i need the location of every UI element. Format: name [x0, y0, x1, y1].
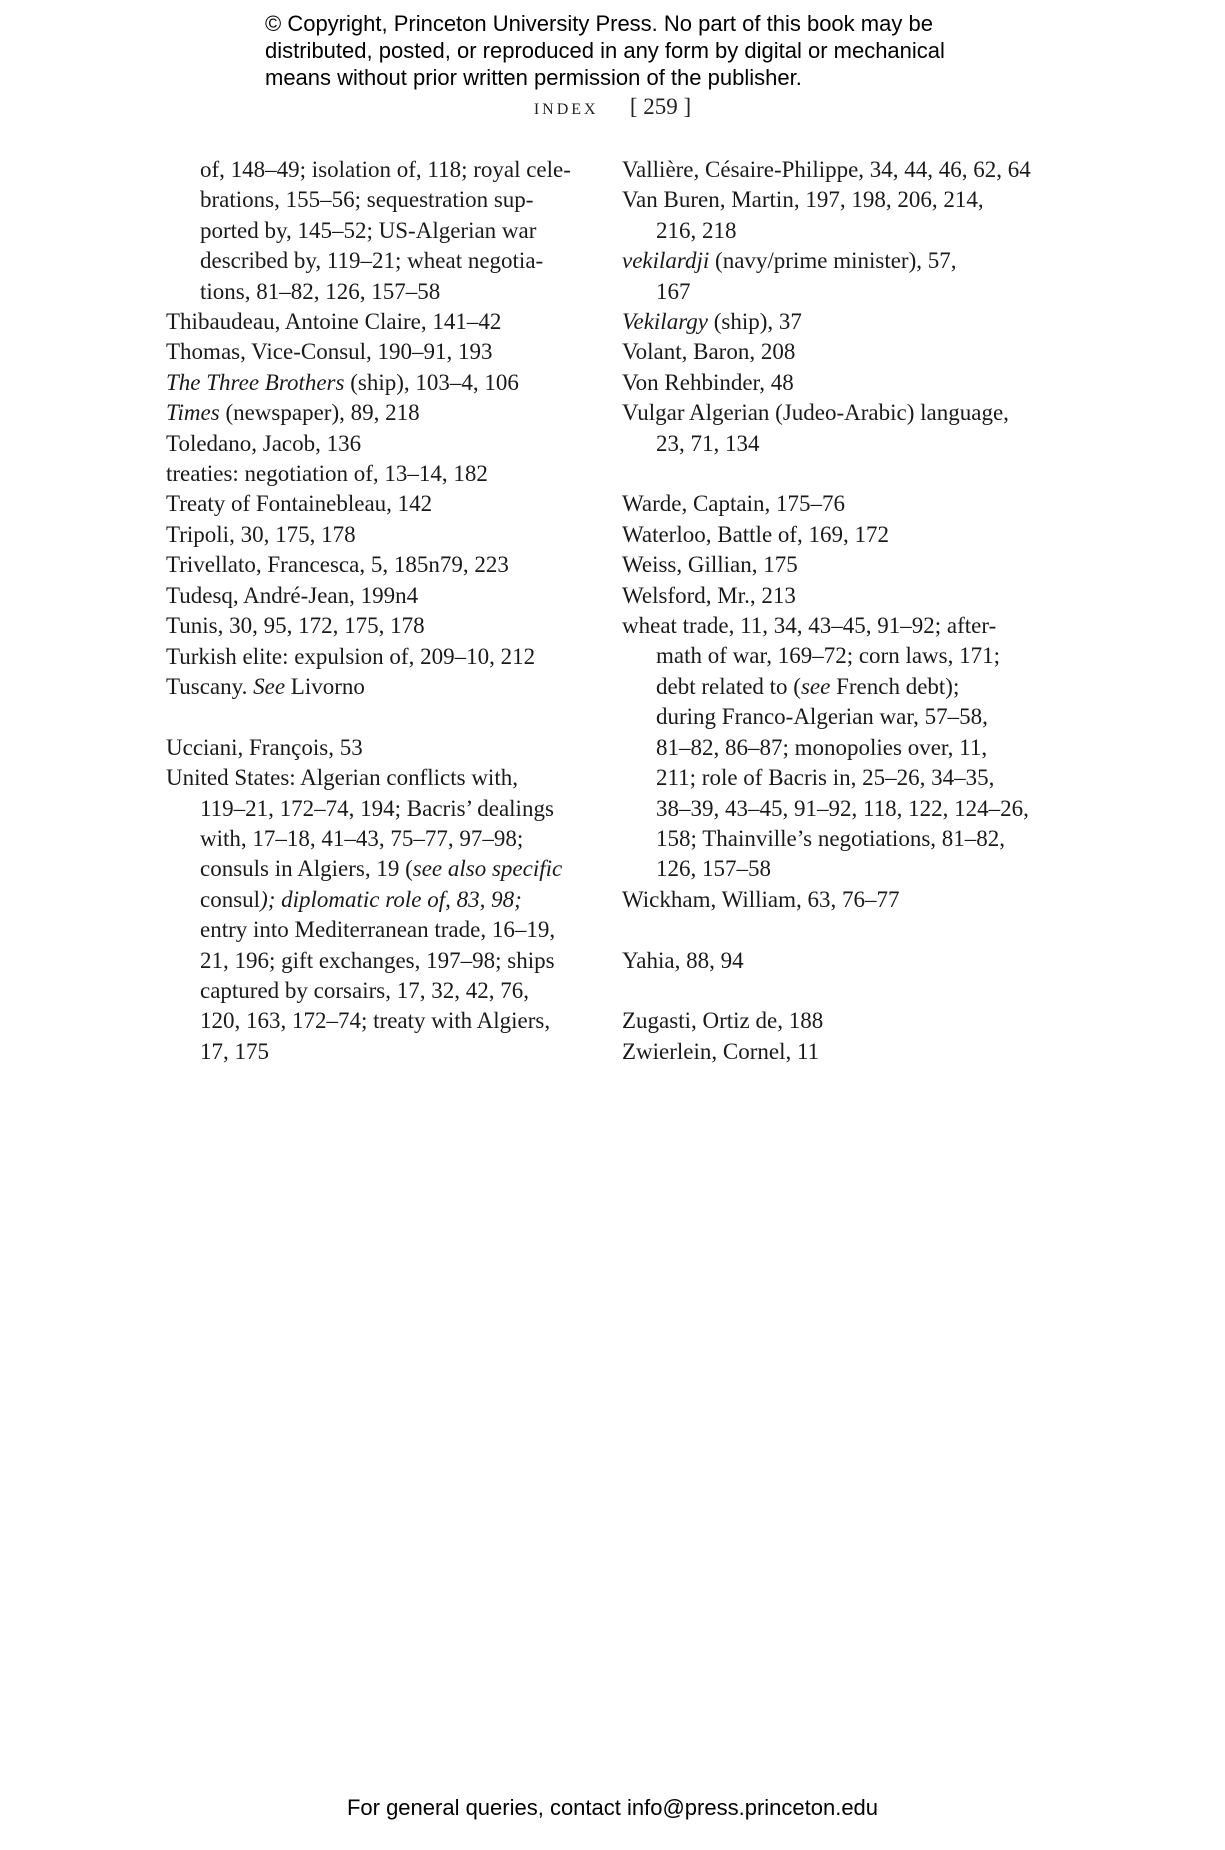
index-entry: Weiss, Gillian, 175 [622, 552, 798, 578]
index-entry-continued: of, 148–49; isolation of, 118; royal cele- brations, 155–56; sequestration sup- ported by, 145–52; US-Algerian war described by, 119–21; wheat negotia- tions, 81–82, 126, 157–58 [200, 157, 571, 304]
letter-gap [622, 915, 1042, 945]
letter-gap [622, 976, 1042, 1006]
index-entry: Zwierlein, Cornel, 11 [622, 1038, 820, 1064]
page-number: [ 259 ] [629, 94, 692, 119]
index-entry: Vallière, Césaire-Philippe, 34, 44, 46, 62, 64 [622, 157, 1031, 182]
index-entry: vekilardji (navy/prime minister), 57, 167 [622, 248, 957, 304]
index-entry: Treaty of Fontainebleau, 142 [166, 491, 433, 517]
index-entry: The Three Brothers (ship), 103–4, 106 [166, 369, 519, 395]
index-entry: Thomas, Vice-Consul, 190–91, 193 [166, 339, 493, 365]
index-entry: Thibaudeau, Antoine Claire, 141–42 [166, 309, 502, 335]
index-entry: Tudesq, André-Jean, 199n4 [166, 582, 419, 608]
footer-contact: For general queries, contact info@press.princeton.edu [346, 1795, 879, 1820]
running-head-label: index [533, 94, 599, 119]
index-entry: Vulgar Algerian (Judeo-Arabic) language, 23, 71, 134 [622, 400, 1009, 456]
running-head [0, 94, 1225, 120]
index-entry: Vekilargy (ship), 37 [622, 309, 802, 335]
copyright-notice [265, 10, 1025, 91]
copyright-line-1: © Copyright, Princeton University Press. No part of this book may be [265, 11, 933, 36]
index-entry: Turkish elite: expulsion of, 209–10, 212 [166, 643, 536, 669]
index-entry: Toledano, Jacob, 136 [166, 430, 362, 456]
index-entry: wheat trade, 11, 34, 43–45, 91–92; after- math of war, 169–72; corn laws, 171; debt related to (see French debt); during Franco-Algerian war, 57–58, 81–82, 86–87; monopolies over, 11, 211; role of Bacris in, 25–26, 34–35, 38–39, 43–45, 91–92, 118, 122, 124–26, 158; Thainville’s negotiations, 81–82, 126, 157–58 [622, 613, 1029, 882]
index-entry: Times (newspaper), 89, 218 [166, 400, 420, 426]
index-entry: Welsford, Mr., 213 [622, 582, 796, 608]
letter-gap [166, 702, 586, 732]
copyright-line-3: means without prior written permission of the publisher. [265, 65, 802, 90]
index-entry: Warde, Captain, 175–76 [622, 491, 845, 517]
index-entry: United States: Algerian conflicts with, 119–21, 172–74, 194; Bacris’ dealings with, 17–18, 41–43, 75–77, 97–98; consuls in Algiers, 19 (see also specific consul); diplomatic role of, 83, 98; entry into Mediterranean trade, 16–19, 21, 196; gift exchanges, 197–98; ships captured by corsairs, 17, 32, 42, 76, 120, 163, 172–74; treaty with Algiers, 17, 175 [166, 765, 563, 1064]
index-entry: Van Buren, Martin, 197, 198, 206, 214, 216, 218 [622, 187, 984, 243]
copyright-line-2: distributed, posted, or reproduced in any form by digital or mechanical [265, 38, 945, 63]
index-entry: Tunis, 30, 95, 172, 175, 178 [166, 613, 425, 639]
index-entry: Waterloo, Battle of, 169, 172 [622, 521, 890, 547]
index-entry: Trivellato, Francesca, 5, 185n79, 223 [166, 552, 509, 578]
index-entry: treaties: negotiation of, 13–14, 182 [166, 461, 488, 487]
index-entry: Tuscany. See Livorno [166, 673, 365, 699]
index-column-left [166, 155, 586, 1067]
index-entry: Wickham, William, 63, 76–77 [622, 886, 900, 912]
index-column-right [622, 155, 1042, 1067]
index-entry: Yahia, 88, 94 [622, 947, 744, 973]
letter-gap [622, 459, 1042, 489]
index-entry: Tripoli, 30, 175, 178 [166, 521, 356, 547]
index-entry: Zugasti, Ortiz de, 188 [622, 1008, 824, 1034]
index-entry: Von Rehbinder, 48 [622, 369, 794, 395]
index-entry: Ucciani, François, 53 [166, 734, 363, 760]
index-entry: Volant, Baron, 208 [622, 339, 796, 365]
